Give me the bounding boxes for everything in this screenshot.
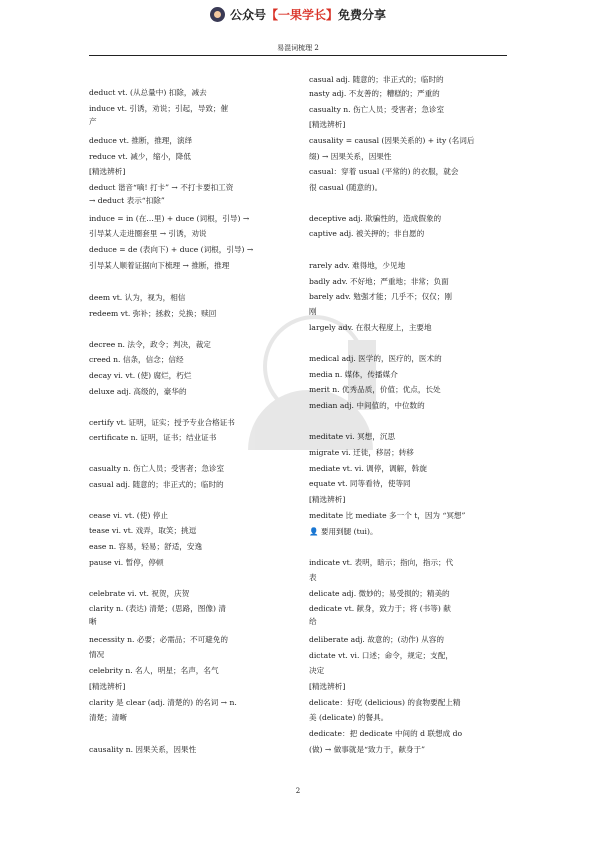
left-line: reduce vt. 减少，缩小，降低 [89,152,191,161]
right-line: mediate vt. vi. 调停，调解，斡旋 [309,464,427,473]
right-line: causality = causal (因果关系的) + ity (名词后 [309,136,475,145]
right-line: 表 [309,573,317,582]
right-line: medical adj. 医学的，医疗的，医术的 [309,354,442,363]
left-line: causality n. 因果关系，因果性 [89,745,197,754]
left-line: cease vi. vt. (使) 停止 [89,511,168,520]
right-line: casualty n. 伤亡人员；受害者；急诊室 [309,105,445,114]
right-line: deliberate adj. 故意的；(动作) 从容的 [309,635,444,644]
left-line: necessity n. 必要；必需品；不可避免的 [89,635,228,644]
left-line: certify vt. 证明，证实；授予专业合格证书 [89,418,235,427]
right-line: casual：穿着 usual (平常的) 的衣服，就会 [309,167,459,176]
right-line: rarely adv. 难得地，少见地 [309,261,406,270]
right-line: nasty adj. 不友善的；糟糕的；严重的 [309,89,440,98]
right-line: delicate：好吃 (delicious) 的食物要配上精 [309,698,461,707]
left-line: certificate n. 证明，证书；结业证书 [89,433,217,442]
right-line: 决定 [309,666,325,675]
right-line: equate vt. 同等看待，使等同 [309,479,411,488]
right-line: 美 (delicate) 的餐具。 [309,713,389,722]
left-line: creed n. 信条，信念；信经 [89,355,184,364]
left-line: celebrate vi. vt. 祝贺，庆贺 [89,589,190,598]
left-line: 清楚；清晰 [89,713,127,722]
right-line: captive adj. 被关押的；非自愿的 [309,229,425,238]
left-line: 引导某人顺着证据向下梳理 → 推断，推理 [89,261,230,270]
left-line: [精选辨析] [89,682,126,691]
right-line: [精选辨析] [309,495,346,504]
right-line: media n. 媒体，传播媒介 [309,370,398,379]
left-line: decay vi. vt. (使) 腐烂，朽烂 [89,371,192,380]
right-line: largely adv. 在很大程度上，主要地 [309,323,432,332]
left-line: 引导某人走进圈套里 → 引诱，劝说 [89,229,207,238]
right-line: badly adv. 不好地；严重地；非常；负面 [309,277,449,286]
left-line: deduce vt. 推断，推理，演绎 [89,136,193,145]
right-line: meditate 比 mediate 多一个 t，因为 “冥想” [309,511,466,520]
left-line: decree n. 法令，政令；判决，裁定 [89,340,211,349]
left-line: casual adj. 随意的；非正式的；临时的 [89,480,224,489]
right-line: deceptive adj. 欺骗性的，造成假象的 [309,214,442,223]
right-line: 给 [309,617,317,626]
left-line: 情况 [89,650,105,659]
left-line: → deduct 表示“扣除” [89,196,165,205]
left-line: redeem vt. 弥补；拯救；兑换；赎回 [89,309,217,318]
left-line: deduct vt. (从总量中) 扣除，减去 [89,88,207,97]
right-line: dedicate：把 dedicate 中间的 d 联想成 do [309,729,463,738]
left-line: 产 [89,117,97,126]
left-line: casualty n. 伤亡人员；受害者；急诊室 [89,464,225,473]
header-rule [89,55,507,56]
left-line: clarity 是 clear (adj. 清楚的) 的名词 → n. [89,698,237,707]
left-line: pause vi. 暂停，停顿 [89,558,164,567]
avatar-logo-icon [210,7,225,22]
left-line: induce = in (在…里) + duce (词根，引导) → [89,214,250,223]
right-line: meditate vi. 冥想，沉思 [309,432,396,441]
left-line: celebrity n. 名人，明星；名声，名气 [89,666,219,675]
right-line: median adj. 中间值的，中位数的 [309,401,425,410]
left-line: deduce = de (表向下) + duce (词根，引导) → [89,245,254,254]
right-line: delicate adj. 微妙的；易受损的；精美的 [309,589,450,598]
right-line: [精选辨析] [309,120,346,129]
right-line: 缀) → 因果关系，因果性 [309,152,392,161]
right-line: barely adv. 勉强才能；几乎不；仅仅；刚 [309,292,452,301]
right-line: (做) → 做事就是“致力于，献身于” [309,745,426,754]
banner-suffix: 免费分享 [338,8,387,22]
left-line: clarity n. (表达) 清楚；(思路，图像) 清 [89,604,226,613]
left-line: deem vt. 认为，视为，相信 [89,293,186,302]
right-line: [精选辨析] [309,682,346,691]
right-line: merit n. 优秀品质，价值；优点，长处 [309,385,441,394]
wechat-banner [0,4,596,26]
left-line: tease vi. vt. 戏弄，取笑；挑逗 [89,526,197,535]
right-line: indicate vt. 表明，暗示；指向，指示；代 [309,558,454,567]
left-line: deluxe adj. 高级的，豪华的 [89,387,187,396]
right-line: migrate vi. 迁徙，移居；转移 [309,448,414,457]
banner-prefix: 公众号 [229,8,266,22]
right-line: 👤 要用到腿 (tui)。 [309,527,378,536]
right-line: 刚 [309,307,317,316]
page-header: 易混词梳理 2 [277,44,319,52]
page-number: 2 [295,787,301,795]
left-line: 晰 [89,617,97,626]
right-line: dictate vt. vi. 口述；命令，规定；支配， [309,651,453,660]
right-line: casual adj. 随意的；非正式的；临时的 [309,75,444,84]
right-line: dedicate vt. 献身，致力于；将 (书等) 献 [309,604,451,613]
right-line: 很 casual (随意的)。 [309,183,383,192]
banner-highlight: 【一果学长】 [265,8,338,22]
left-line: ease n. 容易，轻易；舒适，安逸 [89,542,203,551]
left-line: induce vt. 引诱，劝说；引起，导致；催 [89,104,229,113]
left-line: [精选辨析] [89,167,126,176]
left-line: deduct 谐音“嘀! 打卡” → 不打卡要扣工资 [89,183,234,192]
